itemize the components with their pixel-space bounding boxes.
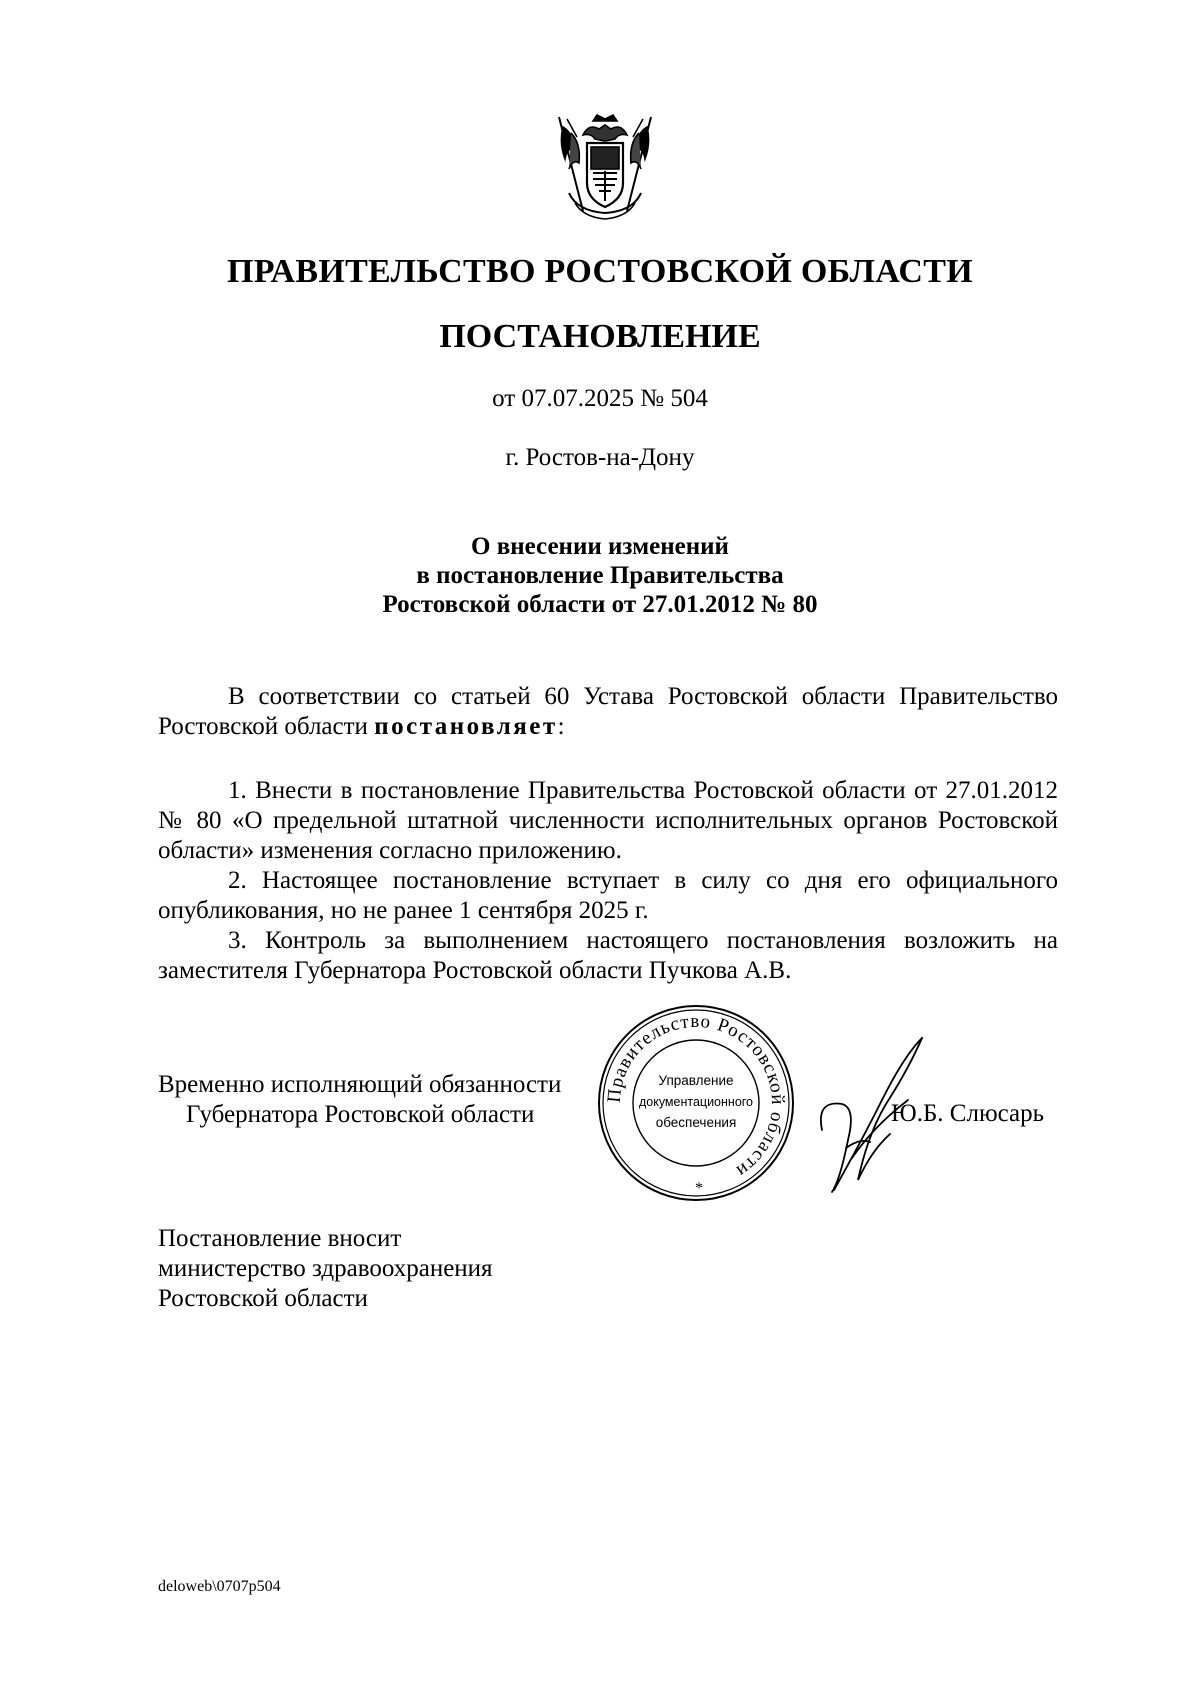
clause-paragraph: 2. Настоящее постановление вступает в силу со дня его официального опубликования, но не ранее 1 сентября 2025 г. (158, 867, 1058, 924)
clause-paragraph: 1. Внести в постановление Правительства Ростовской области от 27.01.2012 № 80 «О предельной штатной численности исполнительных органов Ростовской области» изменения согласно приложению. (158, 777, 1058, 864)
stamp-center-line: обеспечения (655, 1115, 737, 1130)
stamp-bottom-mark: * (695, 1180, 703, 1197)
submitted-line: министерство здравоохранения (158, 1255, 493, 1282)
submitted-by (158, 1224, 493, 1314)
signer-position (158, 1070, 561, 1130)
preamble-paragraph (158, 682, 1058, 742)
document-city: г. Ростов-на-Дону (505, 444, 695, 471)
document-subject (0, 532, 1200, 619)
position-line: Губернатора Ростовской области (186, 1101, 535, 1128)
resolution-keyword: постановляет (374, 713, 558, 740)
submitted-line: Ростовской области (158, 1285, 368, 1312)
preamble-text: В соответствии со статьей 60 Устава Ростовской области Правительство Ростовской области (158, 683, 1058, 740)
document-type: ПОСТАНОВЛЕНИЕ (439, 318, 761, 355)
subject-line: О внесении изменений (471, 533, 729, 560)
preamble-end: : (557, 713, 565, 740)
file-reference: deloweb\0707p504 (158, 1578, 281, 1595)
official-stamp (596, 1003, 796, 1203)
stamp-center-line: Управление (658, 1073, 734, 1088)
subject-line: в постановление Правительства (416, 562, 784, 589)
stamp-center-line: документационного (638, 1095, 754, 1109)
signer-name: Ю.Б. Слюсарь (891, 1100, 1045, 1127)
subject-line: Ростовской области от 27.01.2012 № 80 (382, 591, 818, 618)
position-line: Временно исполняющий обязанности (158, 1071, 562, 1098)
document-body (158, 682, 1058, 986)
document-date-number: от 07.07.2025 № 504 (492, 385, 708, 412)
coat-of-arms-icon (553, 113, 657, 221)
authority-title: ПРАВИТЕЛЬСТВО РОСТОВСКОЙ ОБЛАСТИ (227, 253, 973, 290)
stamp-ring-textpath: Правительство Ростовской области (603, 1010, 789, 1182)
submitted-line: Постановление вносит (158, 1225, 402, 1252)
clause-paragraph: 3. Контроль за выполнением настоящего постановления возложить на заместителя Губернатора Ростовской области Пучкова А.В. (158, 927, 1058, 984)
